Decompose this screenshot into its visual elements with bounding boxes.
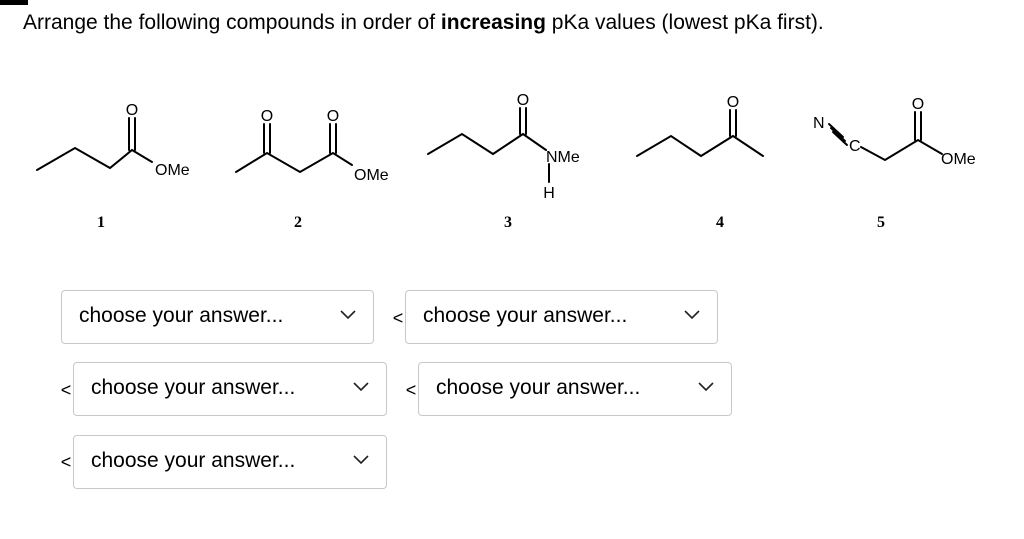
chevron-down-icon bbox=[697, 381, 715, 393]
molecule-5-ome-label: OMe bbox=[941, 151, 976, 168]
less-than-symbol-4: < bbox=[60, 452, 72, 472]
answer-select-2-value: choose your answer... bbox=[423, 304, 628, 327]
molecule-5-oxygen-label: O bbox=[911, 96, 925, 113]
answer-select-3[interactable] bbox=[73, 362, 387, 416]
question-text bbox=[23, 9, 824, 37]
compound-number-5: 5 bbox=[877, 214, 885, 231]
molecule-5-carbon-label: C bbox=[849, 138, 861, 155]
corner-mark bbox=[0, 0, 28, 5]
answer-select-4-value: choose your answer... bbox=[436, 376, 641, 399]
molecule-2-oxygen-2-label: O bbox=[326, 108, 340, 125]
answer-select-3-value: choose your answer... bbox=[91, 376, 296, 399]
molecule-structures bbox=[0, 80, 1024, 210]
molecule-2-oxygen-1-label: O bbox=[260, 108, 274, 125]
molecule-3-h-label: H bbox=[543, 185, 555, 202]
question-prefix: Arrange the following compounds in order of bbox=[23, 11, 441, 34]
chevron-down-icon bbox=[352, 454, 370, 466]
molecule-3-oxygen-label: O bbox=[516, 92, 530, 109]
molecule-4-bonds bbox=[637, 110, 763, 156]
chevron-down-icon bbox=[352, 381, 370, 393]
answer-select-5[interactable] bbox=[73, 435, 387, 489]
compound-number-3: 3 bbox=[504, 214, 512, 231]
answer-select-4[interactable] bbox=[418, 362, 732, 416]
answer-select-1-value: choose your answer... bbox=[79, 304, 284, 327]
molecule-1-oxygen-label: O bbox=[125, 102, 139, 119]
molecule-1-ome-label: OMe bbox=[155, 162, 190, 179]
molecule-4-oxygen-label: O bbox=[726, 94, 740, 111]
molecule-5-nitrogen-label: N bbox=[813, 115, 825, 132]
question-emphasis: increasing bbox=[440, 11, 546, 34]
chevron-down-icon bbox=[339, 309, 357, 321]
compound-number-1: 1 bbox=[97, 214, 105, 231]
molecule-2-bonds bbox=[236, 124, 352, 172]
compound-number-4: 4 bbox=[716, 214, 724, 231]
answer-select-1[interactable] bbox=[61, 290, 374, 344]
compound-number-2: 2 bbox=[294, 214, 302, 231]
molecule-5-bonds bbox=[829, 112, 942, 160]
answer-select-2[interactable] bbox=[405, 290, 718, 344]
answer-select-5-value: choose your answer... bbox=[91, 449, 296, 472]
molecule-3-bonds bbox=[428, 108, 549, 182]
less-than-symbol-2: < bbox=[60, 380, 72, 400]
molecule-2-ome-label: OMe bbox=[354, 167, 389, 184]
less-than-symbol-1: < bbox=[392, 308, 404, 328]
less-than-symbol-3: < bbox=[405, 380, 417, 400]
chevron-down-icon bbox=[683, 309, 701, 321]
molecule-1-bonds bbox=[37, 118, 152, 170]
molecule-3-nme-label: NMe bbox=[546, 149, 580, 166]
question-suffix: pKa values (lowest pKa first). bbox=[545, 11, 824, 34]
